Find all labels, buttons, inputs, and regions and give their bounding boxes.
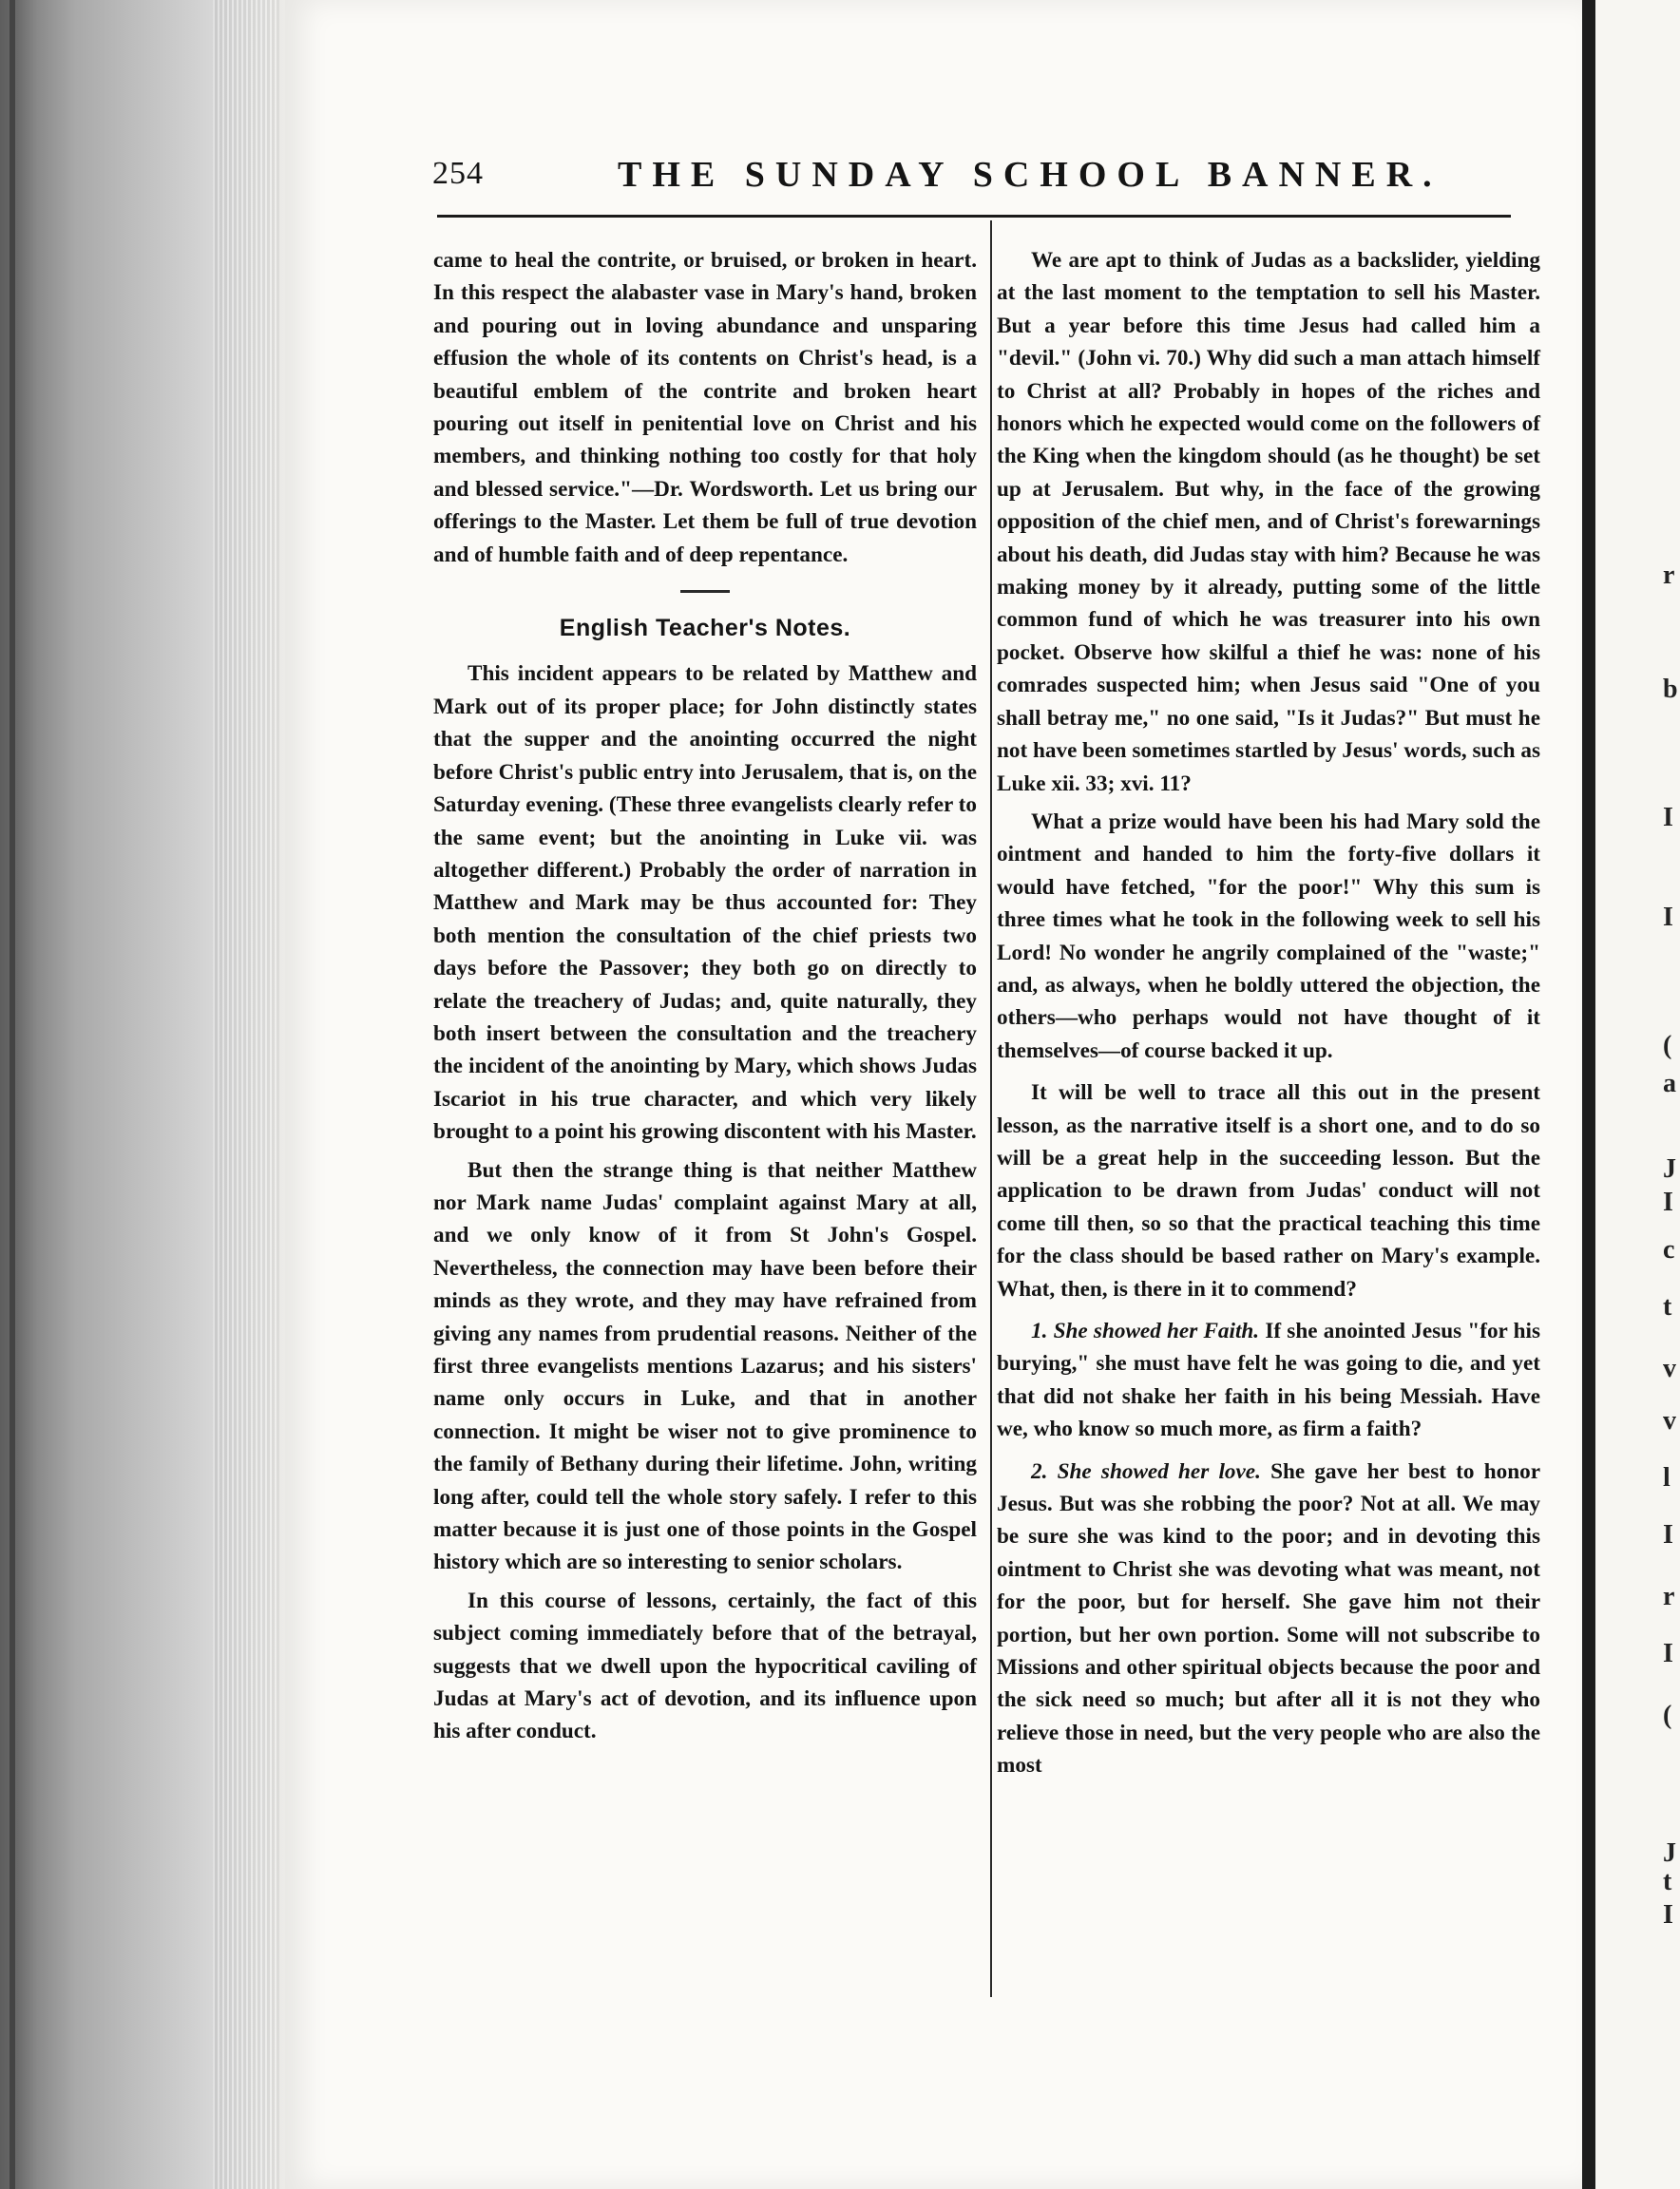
- paragraph: [997, 1315, 1540, 1446]
- facing-page-glyph: v: [1663, 1354, 1676, 1383]
- facing-page-glyph: I: [1663, 803, 1673, 832]
- facing-page-glyph: t: [1663, 1867, 1672, 1896]
- facing-page-glyph: r: [1663, 1582, 1675, 1611]
- point-text: If she anointed Jesus "for his burying," she must have felt he was going to die, and yet that did not shake her faith in his being Messiah. Have we, who know so much more, as firm a faith?: [997, 1319, 1540, 1442]
- point-label: 2. She showed her love.: [1031, 1458, 1261, 1484]
- facing-page-glyph: I: [1663, 1188, 1673, 1217]
- facing-page-glyph: I: [1663, 1900, 1673, 1930]
- facing-page-glyph: r: [1663, 561, 1675, 590]
- facing-page-glyph: l: [1663, 1463, 1670, 1493]
- right-column: [997, 244, 1540, 1782]
- paragraph: [997, 1456, 1540, 1782]
- facing-page-glyph: (: [1663, 1031, 1672, 1060]
- paragraph: came to heal the contrite, or bruised, or broken in heart. In this respect the alabaster vase in Mary's hand, broken and pouring out in loving abundance and unsparing effusion the whole of its contents on Christ's head, is a beautiful emblem of the contrite and broken heart pouring out itself in penitential love on Christ and his members, and thinking nothing too costly for that holy and blessed service."—Dr. Wordsworth. Let us bring our offerings to the Master. Let them be full of true devotion and of humble faith and of deep repentance.: [433, 248, 977, 567]
- facing-page-glyph: v: [1663, 1406, 1676, 1436]
- facing-page-glyph: I: [1663, 1639, 1673, 1668]
- paragraph: We are apt to think of Judas as a backslider, yielding at the last moment to the temptation to sell his Master. But a year before this time Jesus had called him a "devil." (John vi. 70.) Why did such a man attach himself to Christ at all? Probably in hopes of the riches and honors which he expected would come on the followers of the King when the kingdom should (as he thought) be set up at Jerusalem. But why, in the face of the growing opposition of the chief men, and of Christ's forewarnings about his death, did Judas stay with him? Because he was making money by it already, putting some of the little common fund of which he was treasurer into his own pocket. Observe how skilful a thief he was: none of his comrades suspected him; when Jesus said "One of you shall betray me," no one said, "Is it Judas?" But must he not have been sometimes startled by Jesus' words, such as Luke xii. 33; xvi. 11?: [997, 248, 1540, 796]
- point-text: She gave her best to honor Jesus. But was she robbing the poor? Not at all. We may be sure she was kind to the poor; and in devoting this ointment to Christ she was devoting what was meant, not for the poor, but for herself. She gave him not their portion, but her own portion. Some will not subscribe to Missions and other spiritual objects because the poor and the sick need so much; but after all it is not they who relieve those in need, but the very people who are also the most: [997, 1458, 1541, 1779]
- facing-page-glyph: a: [1663, 1069, 1676, 1098]
- facing-page-glyph: c: [1663, 1235, 1675, 1265]
- column-divider: [990, 220, 992, 1997]
- left-column: [433, 244, 977, 1748]
- facing-page-glyph: (: [1663, 1701, 1672, 1730]
- facing-page-glyph: I: [1663, 1520, 1673, 1550]
- facing-page-glyph: t: [1663, 1292, 1672, 1322]
- header-rule: [437, 215, 1511, 218]
- paragraph: In this course of lessons, certainly, the fact of this subject coming immediately before that of the betrayal, suggests that we dwell upon the hypocritical caviling of Judas at Mary's act of devotion, and its influence upon his after conduct.: [433, 1588, 977, 1744]
- book-binding-edge: [0, 0, 285, 2189]
- facing-page-edge: [1582, 0, 1680, 2189]
- facing-page-glyph: b: [1663, 675, 1678, 704]
- gutter-shadow: [1582, 0, 1595, 2189]
- section-divider: [680, 590, 730, 593]
- paragraph: It will be well to trace all this out in the present lesson, as the narrative itself is a short one, and to do so will be a great help in the succeeding lesson. But the application to be drawn from Judas' conduct will not come till then, so so that the practical teaching this time for the class should be based rather on Mary's example. What, then, is there in it to commend?: [997, 1080, 1540, 1302]
- page-number: 254: [432, 156, 484, 191]
- point-label: 1. She showed her Faith.: [1031, 1319, 1260, 1343]
- paragraph: This incident appears to be related by Matthew and Mark out of its proper place; for John distinctly states that the supper and the anointing occurred the night before Christ's public entry into Jerusalem, that is, on the Saturday evening. (These three evangelists clearly refer to the same event; but the anointing in Luke vii. was altogether different.) Probably the order of narration in Matthew and Mark may be thus accounted for: They both mention the consultation of the chief priests two days before the Passover; they both go on directly to relate the treachery of Judas; and, quite naturally, they both insert between the consultation and the treachery the incident of the anointing by Mary, which shows Judas Iscariot in his true character, and which very likely brought to a point his growing discontent with his Master.: [433, 661, 977, 1145]
- running-head: [432, 156, 1506, 203]
- facing-page-glyph: J: [1663, 1154, 1676, 1184]
- facing-page-glyph: I: [1663, 903, 1673, 932]
- journal-title: THE SUNDAY SCHOOL BANNER.: [618, 155, 1442, 195]
- facing-page-glyph: J: [1663, 1838, 1676, 1868]
- paragraph: But then the strange thing is that neither Matthew nor Mark name Judas' complaint against Mary at all, and we only know of it from St John's Gospel. Nevertheless, the connection may have been before their minds as they wrote, and they may have refrained from giving any names from prudential reasons. Neither of the first three evangelists mentions Lazarus; and his sisters' name only occurs in Luke, and that in another connection. It might be wiser not to give prominence to the family of Bethany during their lifetime. John, writing long after, could tell the whole story safely. I refer to this matter because it is just one of those points in the Gospel history which are so interesting to senior scholars.: [433, 1157, 977, 1575]
- section-heading: English Teacher's Notes.: [559, 615, 851, 642]
- paragraph: What a prize would have been his had Mary sold the ointment and handed to him the forty-five dollars it would have fetched, "for the poor!" Why this sum is three times what he took in the following week to sell his Lord! No wonder he angrily complained of the "waste;" and, as always, when he boldly uttered the objection, the others—who perhaps would not have thought of it themselves—of course backed it up.: [997, 809, 1540, 1063]
